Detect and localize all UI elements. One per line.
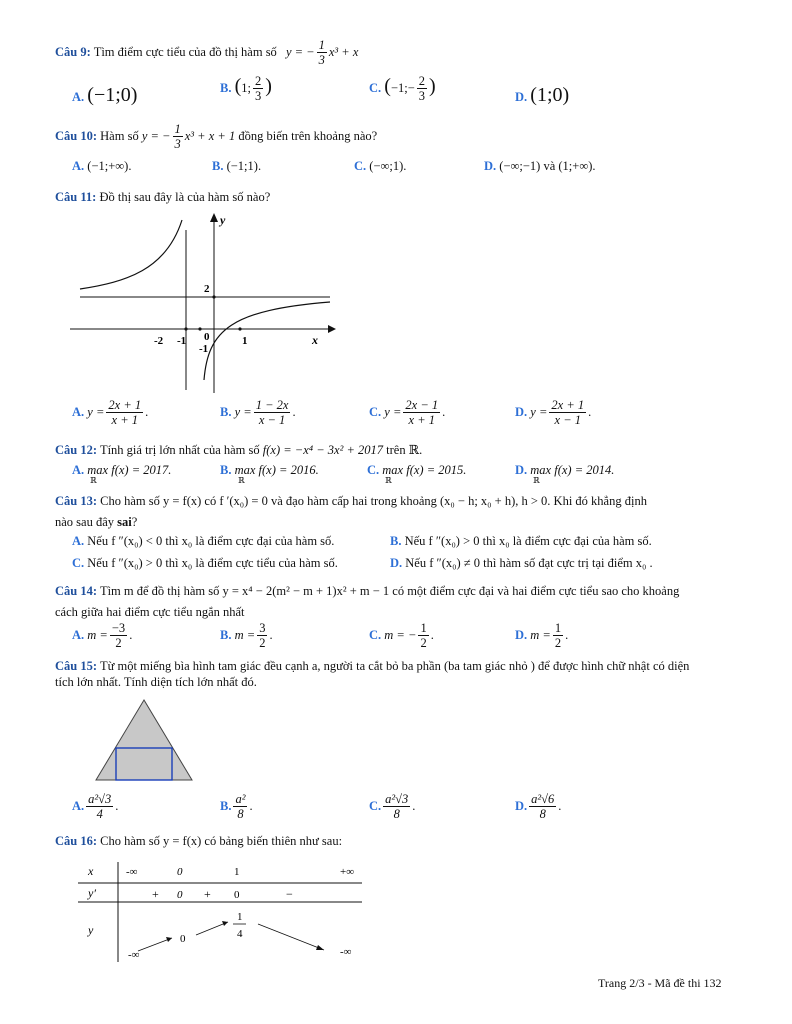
q15-stem-line1: Câu 15: Từ một miếng bìa hình tam giác đều cạnh a, người ta cắt bỏ ba phần (ba tam giác nhỏ ) để được hình chữ nhật có diện <box>55 659 690 673</box>
q12-option-c[interactable]: C. max f(x) = 2015. ℝ <box>367 463 467 485</box>
y-val-top-den: 4 <box>237 928 243 940</box>
q9-option-a[interactable]: A. (−1;0) <box>72 84 138 106</box>
y-val-mid: 0 <box>180 933 186 945</box>
q15-option-d[interactable]: D. $\frac{\text{a²√6}}{8}$ . <box>515 792 562 822</box>
q16-stem: Câu 16: Cho hàm số y = f(x) có bảng biến thiên như sau: <box>55 834 343 848</box>
equilateral-triangle <box>96 700 192 780</box>
y-axis-arrow <box>210 213 218 222</box>
q11-option-b[interactable]: B. y = $\frac{1 - 2x}{x - 1}$ . <box>220 398 296 428</box>
q15-triangle-figure <box>94 698 194 782</box>
tick-0: 0 <box>204 331 210 343</box>
y-axis-label: y <box>220 213 226 227</box>
y-val-low-1: -∞ <box>128 949 140 961</box>
q11-option-d[interactable]: D. y = $\frac{2x + 1}{x - 1}$ . <box>515 398 592 428</box>
yp-sign-1: + <box>152 887 159 901</box>
row-yprime-label: y′ <box>88 886 96 900</box>
q10-option-b[interactable]: B. (−1;1). <box>212 159 262 173</box>
q12-option-d[interactable]: D. max f(x) = 2014. ℝ <box>515 463 615 485</box>
q13-option-b[interactable]: B. Nếu f ″(x₀) > 0 thì x₀ là điểm cực đại của hàm số. <box>390 534 652 548</box>
q9-label: Câu 9: <box>55 44 91 59</box>
q13-stem-line1: Câu 13: Cho hàm số y = f(x) có f ′(x₀) = 0 và đạo hàm cấp hai trong khoảng (x₀ − h; x₀ + h), h > 0. Khi đó khẳng định <box>55 494 647 508</box>
x-axis-label: x <box>312 333 318 347</box>
q11-option-a[interactable]: A. y = $\frac{2x + 1}{x + 1}$ . <box>72 398 149 428</box>
q15-option-c[interactable]: C. $\frac{\text{a²√3}}{8}$ . <box>369 792 416 822</box>
q12-option-b[interactable]: B. max f(x) = 2016. ℝ <box>220 463 319 485</box>
q13-option-a[interactable]: A. Nếu f ″(x₀) < 0 thì x₀ là điểm cực đại của hàm số. <box>72 534 335 548</box>
q14-option-c[interactable]: C. m = − $\frac{1}{2}$ . <box>369 621 434 651</box>
curve-left-branch <box>80 220 182 289</box>
point-0-2 <box>212 295 215 298</box>
x-axis-arrow <box>328 325 336 333</box>
q14-option-d[interactable]: D. m = $\frac{1}{2}$ . <box>515 621 569 651</box>
x-val-1: 1 <box>234 866 240 878</box>
q9-text: Tìm điểm cực tiểu của đồ thị hàm số <box>93 44 277 59</box>
q13-stem-line2: nào sau đây sai? <box>55 515 138 529</box>
q13-option-c[interactable]: C. Nếu f ″(x₀) > 0 thì x₀ là điểm cực tiểu của hàm số. <box>72 556 338 570</box>
tick-neg1-y: -1 <box>199 343 209 355</box>
arrow-up-1 <box>138 938 172 951</box>
point-neg1 <box>184 327 187 330</box>
tick-1: 1 <box>242 335 248 347</box>
point-neg-half <box>198 327 201 330</box>
q9-stem <box>55 38 358 68</box>
x-val-pos-inf: +∞ <box>340 866 355 878</box>
y-val-low-2: -∞ <box>340 946 352 958</box>
q14-stem-line1: Câu 14: Tìm m để đồ thị hàm số y = x⁴ − 2(m² − m + 1)x² + m − 1 có một điểm cực đại và hai điểm cực tiểu sao cho khoảng <box>55 584 680 598</box>
q9-option-c[interactable]: C. (−1;− $\frac{2}{3}$ ) <box>369 74 436 104</box>
q9-option-d[interactable]: D. (1;0) <box>515 84 570 106</box>
q16-variation-table <box>78 858 363 966</box>
yp-zero-1: 0 <box>177 889 183 901</box>
tick-neg1: -1 <box>177 335 187 347</box>
q11-option-c[interactable]: C. y = $\frac{2x - 1}{x + 1}$ . <box>369 398 446 428</box>
q14-stem-line2: cách giữa hai điểm cực tiểu ngắn nhất <box>55 605 245 619</box>
y-val-top-num: 1 <box>237 911 243 923</box>
q10-option-a[interactable]: A. (−1;+∞). <box>72 159 132 173</box>
q9-option-b[interactable]: B. (1; $\frac{2}{3}$ ) <box>220 74 272 104</box>
q10-option-c[interactable]: C. (−∞;1). <box>354 159 407 173</box>
yp-sign-2: + <box>204 887 211 901</box>
q15-option-a[interactable]: A. $\frac{\text{a²√3}}{4}$ . <box>72 792 119 822</box>
q15-option-b[interactable]: B. $\frac{\text{a²}}{8}$ . <box>220 792 253 822</box>
q10-formula: y = − $\frac{1}{3}$ x³ + x + 1 <box>141 122 236 152</box>
x-val-neg-inf: -∞ <box>126 866 138 878</box>
yp-sign-3: − <box>286 887 293 901</box>
tick-2: 2 <box>204 283 210 295</box>
q13-option-d[interactable]: D. Nếu f ″(x₀) ≠ 0 thì hàm số đạt cực trị tại điểm x₀ . <box>390 556 653 570</box>
arrow-down <box>258 924 324 950</box>
q10-option-d[interactable]: D. (−∞;−1) và (1;+∞). <box>484 159 596 173</box>
q14-option-a[interactable]: A. m = $\frac{-3}{2}$ . <box>72 621 133 651</box>
yp-zero-2: 0 <box>234 889 240 901</box>
q10-stem: Câu 10: Hàm số y = − $\frac{1}{3}$ x³ + x + 1 đồng biến trên khoảng nào? <box>55 122 378 152</box>
q9-formula: y = − $\frac{1}{3}$ x³ + x <box>285 38 359 68</box>
tick-neg2: -2 <box>154 335 164 347</box>
x-val-0: 0 <box>177 866 183 878</box>
row-y-label: y <box>88 923 94 937</box>
point-1 <box>238 327 241 330</box>
q11-graph <box>66 210 336 395</box>
q11-stem: Câu 11: Đồ thị sau đây là của hàm số nào? <box>55 190 271 204</box>
page-footer: Trang 2/3 - Mã đề thi 132 <box>598 976 722 990</box>
q12-stem: Câu 12: Tính giá trị lớn nhất của hàm số f(x) = −x⁴ − 3x² + 2017 trên ℝ. <box>55 443 423 457</box>
row-x-label: x <box>88 864 94 878</box>
q14-option-b[interactable]: B. m = $\frac{3}{2}$ . <box>220 621 273 651</box>
q12-option-a[interactable]: A. max f(x) = 2017. ℝ <box>72 463 172 485</box>
q15-stem-line2: tích lớn nhất. Tính diện tích lớn nhất đó. <box>55 675 257 689</box>
